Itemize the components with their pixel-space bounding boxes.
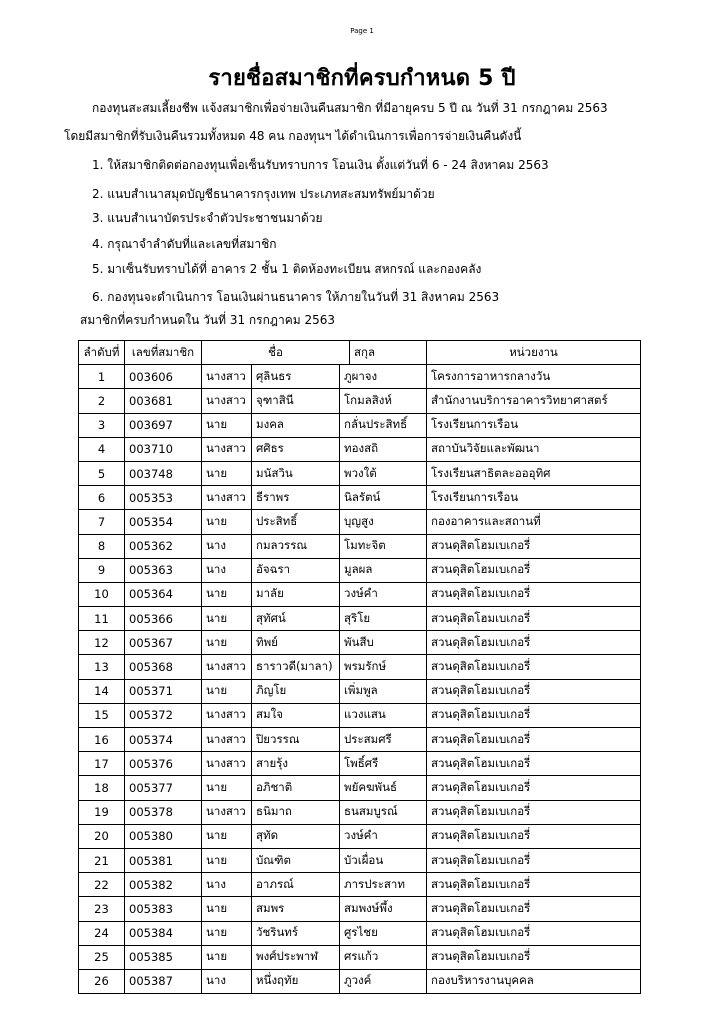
cell-title: นางสาว [202, 752, 252, 776]
cell-last-name: นิลรัตน์ [340, 486, 427, 510]
cell-title: นาง [202, 873, 252, 897]
cell-seq: 11 [79, 607, 125, 631]
cell-seq: 21 [79, 848, 125, 872]
table-row [79, 534, 641, 558]
header-surname: สกุล [354, 345, 376, 360]
cell-last-name: แวงแสน [340, 703, 427, 727]
cell-first-name: จุฑาสินี [252, 389, 340, 413]
cell-first-name: มนัสวิน [252, 461, 340, 485]
cell-member-id: 003710 [125, 437, 202, 461]
cell-last-name: ภูวงค์ [340, 969, 427, 993]
cell-member-id: 005368 [125, 655, 202, 679]
cell-first-name: หนึ่งฤทัย [252, 969, 340, 993]
cell-first-name: ธาราวดี(มาลา) [252, 655, 340, 679]
cell-seq: 6 [79, 486, 125, 510]
cell-title: นาย [202, 607, 252, 631]
header-name [202, 341, 427, 365]
cell-first-name: สมใจ [252, 703, 340, 727]
cell-first-name: พงศ์ประพาฬ [252, 945, 340, 969]
cell-title: นาย [202, 413, 252, 437]
page-number: Page 1 [350, 27, 374, 35]
table-row [79, 389, 641, 413]
cell-unit: สวนดุสิตโฮมเบเกอรี่ [427, 800, 641, 824]
cell-last-name: พันสีบ [340, 631, 427, 655]
cell-title: นางสาว [202, 437, 252, 461]
cell-first-name: อัจฉรา [252, 558, 340, 582]
cell-first-name: มงคล [252, 413, 340, 437]
table-row [79, 897, 641, 921]
cell-first-name: สายรุ้ง [252, 752, 340, 776]
cell-seq: 2 [79, 389, 125, 413]
subheading: สมาชิกที่ครบกำหนดใน วันที่ 31 กรกฎาคม 2563 [80, 313, 335, 327]
cell-last-name: โพธิ์ศรี [340, 752, 427, 776]
cell-seq: 16 [79, 728, 125, 752]
cell-unit: สวนดุสิตโฮมเบเกอรี่ [427, 776, 641, 800]
cell-title: นางสาว [202, 728, 252, 752]
cell-title: นาย [202, 631, 252, 655]
cell-unit: สวนดุสิตโฮมเบเกอรี่ [427, 631, 641, 655]
cell-unit: สวนดุสิตโฮมเบเกอรี่ [427, 897, 641, 921]
instruction-item: 3. แนบสำเนาบัตรประจำตัวประชาชนมาด้วย [92, 211, 323, 225]
table-row [79, 776, 641, 800]
instruction-item: 1. ให้สมาชิกติดต่อกองทุนเพื่อเซ็นรับทราบการ โอนเงิน ตั้งแต่วันที่ 6 - 24 สิงหาคม 2563 [92, 158, 549, 172]
table-row [79, 655, 641, 679]
cell-seq: 24 [79, 921, 125, 945]
cell-first-name: อภิชาติ [252, 776, 340, 800]
cell-title: นาย [202, 510, 252, 534]
cell-first-name: สมพร [252, 897, 340, 921]
cell-member-id: 005372 [125, 703, 202, 727]
cell-title: นาย [202, 776, 252, 800]
cell-last-name: กลั่นประสิทธิ์ [340, 413, 427, 437]
header-first-name: ชื่อ [202, 341, 350, 364]
cell-member-id: 005364 [125, 582, 202, 606]
header-seq: ลำดับที่ [79, 341, 125, 365]
cell-member-id: 005377 [125, 776, 202, 800]
document-title: รายชื่อสมาชิกที่ครบกำหนด 5 ปี [208, 66, 516, 91]
cell-first-name: สุทัศน์ [252, 607, 340, 631]
cell-first-name: สุทัด [252, 824, 340, 848]
cell-unit: สำนักงานบริการอาคารวิทยาศาสตร์ [427, 389, 641, 413]
cell-first-name: ศศิธร [252, 437, 340, 461]
cell-last-name: โกมลสิงห์ [340, 389, 427, 413]
cell-last-name: ธนสมบูรณ์ [340, 800, 427, 824]
table-row [79, 945, 641, 969]
cell-title: นางสาว [202, 389, 252, 413]
cell-title: นาย [202, 461, 252, 485]
table-row [79, 437, 641, 461]
cell-title: นาง [202, 558, 252, 582]
cell-last-name: ประสมศรี [340, 728, 427, 752]
cell-member-id: 005374 [125, 728, 202, 752]
cell-last-name: มูลผล [340, 558, 427, 582]
cell-last-name: บุญสูง [340, 510, 427, 534]
cell-unit: สวนดุสิตโฮมเบเกอรี่ [427, 873, 641, 897]
members-table [78, 340, 641, 994]
cell-unit: สวนดุสิตโฮมเบเกอรี่ [427, 945, 641, 969]
table-row [79, 969, 641, 993]
cell-first-name: ประสิทธิ์ [252, 510, 340, 534]
cell-member-id: 005376 [125, 752, 202, 776]
cell-member-id: 005387 [125, 969, 202, 993]
instruction-item: 6. กองทุนจะดำเนินการ โอนเงินผ่านธนาคาร ให้ภายในวันที่ 31 สิงหาคม 2563 [92, 290, 500, 304]
cell-seq: 18 [79, 776, 125, 800]
table-row [79, 800, 641, 824]
cell-unit: โรงเรียนการเรือน [427, 486, 641, 510]
cell-seq: 20 [79, 824, 125, 848]
cell-seq: 5 [79, 461, 125, 485]
cell-seq: 7 [79, 510, 125, 534]
cell-member-id: 005363 [125, 558, 202, 582]
table-row [79, 728, 641, 752]
cell-title: นางสาว [202, 486, 252, 510]
cell-unit: สวนดุสิตโฮมเบเกอรี่ [427, 824, 641, 848]
cell-seq: 19 [79, 800, 125, 824]
cell-unit: สถาบันวิจัยและพัฒนา [427, 437, 641, 461]
table-row [79, 703, 641, 727]
cell-seq: 10 [79, 582, 125, 606]
cell-unit: โรงเรียนสาธิตละอออุทิศ [427, 461, 641, 485]
table-row [79, 921, 641, 945]
cell-member-id: 005362 [125, 534, 202, 558]
cell-seq: 9 [79, 558, 125, 582]
cell-seq: 13 [79, 655, 125, 679]
cell-title: นาย [202, 824, 252, 848]
cell-seq: 25 [79, 945, 125, 969]
header-member-id: เลขที่สมาชิก [125, 341, 202, 365]
cell-member-id: 005384 [125, 921, 202, 945]
cell-seq: 23 [79, 897, 125, 921]
cell-member-id: 005367 [125, 631, 202, 655]
cell-first-name: บัณฑิต [252, 848, 340, 872]
cell-member-id: 005371 [125, 679, 202, 703]
instruction-item: 4. กรุณาจำลำดับที่และเลขที่สมาชิก [92, 237, 277, 251]
cell-member-id: 005366 [125, 607, 202, 631]
table-row [79, 461, 641, 485]
table-row [79, 607, 641, 631]
cell-last-name: สุริโย [340, 607, 427, 631]
table-row [79, 582, 641, 606]
cell-unit: โครงการอาหารกลางวัน [427, 365, 641, 389]
table-row [79, 486, 641, 510]
cell-member-id: 003681 [125, 389, 202, 413]
cell-first-name: ธนิมาถ [252, 800, 340, 824]
table-row [79, 824, 641, 848]
cell-title: นางสาว [202, 800, 252, 824]
cell-last-name: วงษ์คำ [340, 824, 427, 848]
cell-title: นาย [202, 679, 252, 703]
cell-unit: สวนดุสิตโฮมเบเกอรี่ [427, 607, 641, 631]
cell-seq: 22 [79, 873, 125, 897]
table-row [79, 413, 641, 437]
cell-first-name: ศุลินธร [252, 365, 340, 389]
cell-seq: 14 [79, 679, 125, 703]
cell-last-name: บัวเผื่อน [340, 848, 427, 872]
cell-unit: สวนดุสิตโฮมเบเกอรี่ [427, 752, 641, 776]
cell-last-name: พรมรักษ์ [340, 655, 427, 679]
cell-title: นาย [202, 945, 252, 969]
table-row [79, 631, 641, 655]
cell-first-name: ธีราพร [252, 486, 340, 510]
cell-first-name: กมลวรรณ [252, 534, 340, 558]
cell-first-name: มาลัย [252, 582, 340, 606]
cell-last-name: วงษ์คำ [340, 582, 427, 606]
cell-unit: สวนดุสิตโฮมเบเกอรี่ [427, 582, 641, 606]
cell-title: นาย [202, 582, 252, 606]
cell-title: นาย [202, 897, 252, 921]
cell-member-id: 005354 [125, 510, 202, 534]
cell-member-id: 005382 [125, 873, 202, 897]
table-row [79, 848, 641, 872]
table-row [79, 558, 641, 582]
cell-last-name: ภารประสาท [340, 873, 427, 897]
cell-seq: 1 [79, 365, 125, 389]
cell-member-id: 005385 [125, 945, 202, 969]
cell-member-id: 003606 [125, 365, 202, 389]
cell-unit: สวนดุสิตโฮมเบเกอรี่ [427, 558, 641, 582]
cell-last-name: พวงใต้ [340, 461, 427, 485]
cell-title: นางสาว [202, 703, 252, 727]
table-row [79, 365, 641, 389]
cell-last-name: สมพงษ์พึ้ง [340, 897, 427, 921]
cell-title: นางสาว [202, 655, 252, 679]
cell-unit: กองอาคารและสถานที่ [427, 510, 641, 534]
cell-member-id: 005380 [125, 824, 202, 848]
cell-first-name: วัชรินทร์ [252, 921, 340, 945]
cell-member-id: 003697 [125, 413, 202, 437]
cell-title: นาย [202, 921, 252, 945]
instruction-item: 5. มาเซ็นรับทราบได้ที่ อาคาร 2 ชั้น 1 ติดห้องทะเบียน สหกรณ์ และกองคลัง [92, 262, 482, 276]
cell-first-name: ปิยวรรณ [252, 728, 340, 752]
cell-seq: 4 [79, 437, 125, 461]
cell-seq: 26 [79, 969, 125, 993]
cell-seq: 8 [79, 534, 125, 558]
cell-member-id: 005353 [125, 486, 202, 510]
cell-member-id: 005381 [125, 848, 202, 872]
cell-member-id: 005383 [125, 897, 202, 921]
cell-unit: สวนดุสิตโฮมเบเกอรี่ [427, 679, 641, 703]
cell-title: นาง [202, 969, 252, 993]
intro-line: โดยมีสมาชิกที่รับเงินคืนรวมทั้งหมด 48 คน กองทุนฯ ได้ดำเนินการเพื่อการจ่ายเงินคืนดังนี้ [64, 129, 522, 143]
table-row [79, 873, 641, 897]
table-row [79, 510, 641, 534]
cell-first-name: ภิญโย [252, 679, 340, 703]
cell-last-name: ภูผาจง [340, 365, 427, 389]
cell-title: นาง [202, 534, 252, 558]
cell-last-name: ศูรไชย [340, 921, 427, 945]
table-header-row [79, 341, 641, 365]
cell-first-name: อาภรณ์ [252, 873, 340, 897]
header-unit: หน่วยงาน [427, 341, 641, 365]
cell-first-name: ทิพย์ [252, 631, 340, 655]
cell-member-id: 005378 [125, 800, 202, 824]
cell-unit: สวนดุสิตโฮมเบเกอรี่ [427, 655, 641, 679]
table-row [79, 752, 641, 776]
cell-member-id: 003748 [125, 461, 202, 485]
cell-unit: กองบริหารงานบุคคล [427, 969, 641, 993]
cell-seq: 12 [79, 631, 125, 655]
cell-last-name: โมทะจิต [340, 534, 427, 558]
table-row [79, 679, 641, 703]
cell-seq: 15 [79, 703, 125, 727]
cell-unit: โรงเรียนการเรือน [427, 413, 641, 437]
cell-last-name: พยัคฆพันธ์ [340, 776, 427, 800]
instruction-item: 2. แนบสำเนาสมุดบัญชีธนาคารกรุงเทพ ประเภทสะสมทรัพย์มาด้วย [92, 187, 435, 201]
cell-title: นางสาว [202, 365, 252, 389]
cell-unit: สวนดุสิตโฮมเบเกอรี่ [427, 703, 641, 727]
intro-line: กองทุนสะสมเลี้ยงชีพ แจ้งสมาชิกเพื่อจ่ายเงินคืนสมาชิก ที่มีอายุครบ 5 ปี ณ วันที่ 31 กรกฎาคม 2563 [92, 101, 608, 115]
cell-seq: 17 [79, 752, 125, 776]
cell-last-name: ทองสถิ [340, 437, 427, 461]
cell-unit: สวนดุสิตโฮมเบเกอรี่ [427, 848, 641, 872]
cell-unit: สวนดุสิตโฮมเบเกอรี่ [427, 728, 641, 752]
cell-title: นาย [202, 848, 252, 872]
cell-last-name: เพิ่มพูล [340, 679, 427, 703]
cell-last-name: ศรแก้ว [340, 945, 427, 969]
cell-seq: 3 [79, 413, 125, 437]
cell-unit: สวนดุสิตโฮมเบเกอรี่ [427, 534, 641, 558]
cell-unit: สวนดุสิตโฮมเบเกอรี่ [427, 921, 641, 945]
